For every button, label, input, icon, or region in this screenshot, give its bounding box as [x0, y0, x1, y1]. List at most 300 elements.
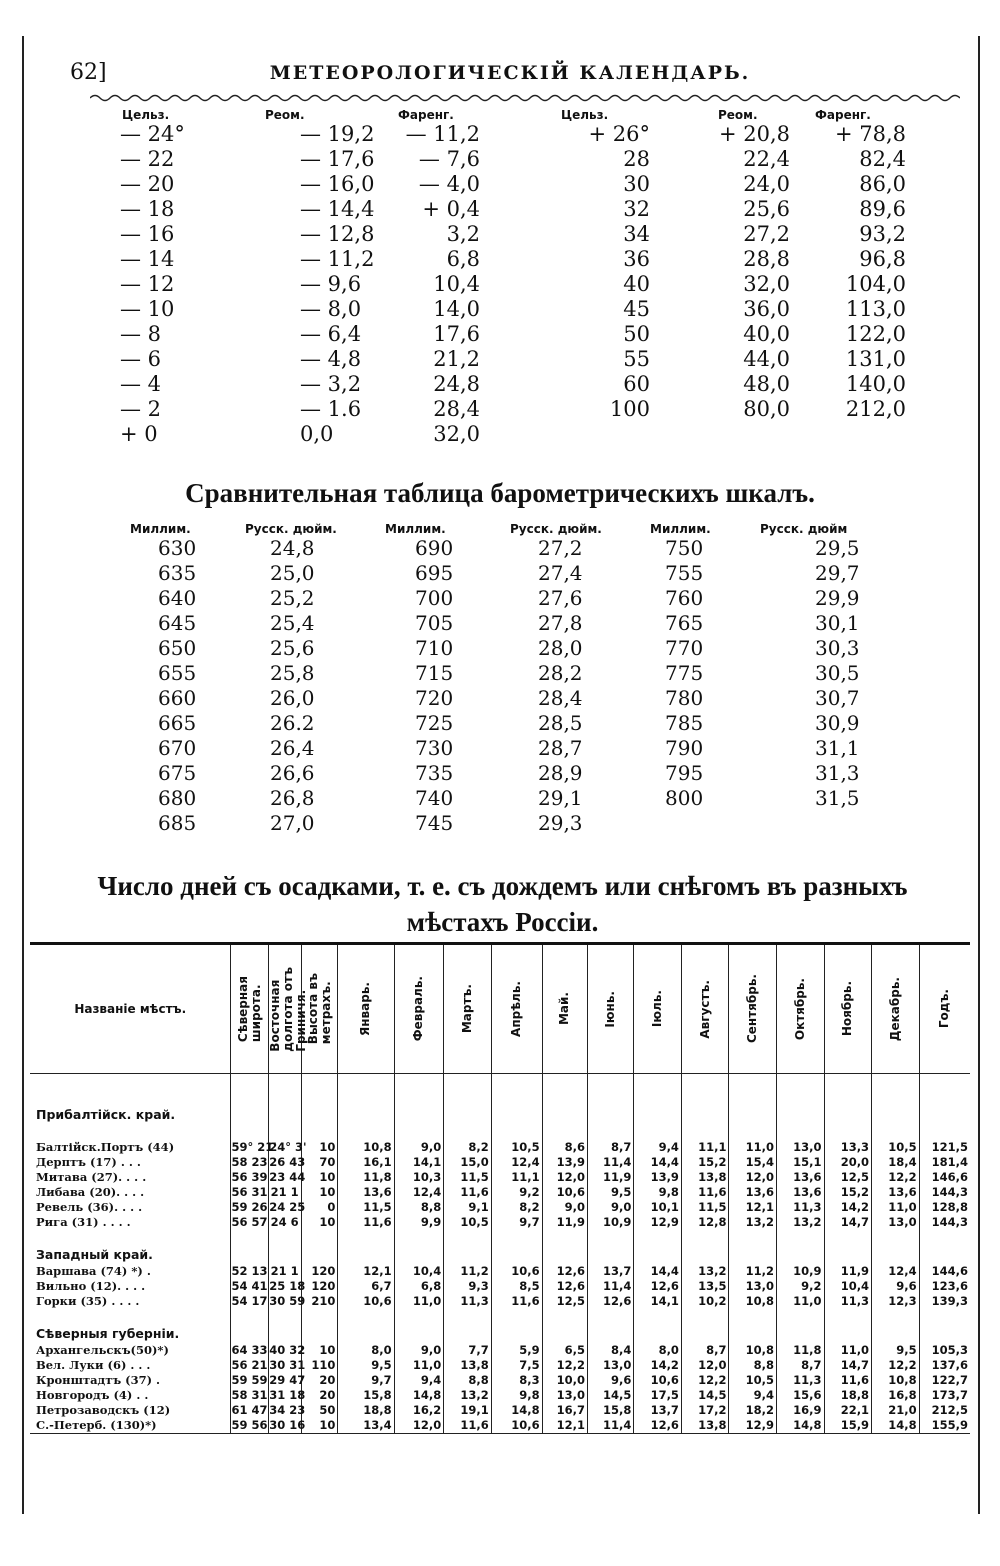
empty-cell [919, 1309, 970, 1343]
left-border-rule [22, 36, 24, 1514]
table-cell: 10,4 [394, 1264, 444, 1279]
barometer-cell: 640 [158, 586, 197, 610]
barometer-cell [650, 811, 760, 836]
table-cell: 9,8 [634, 1185, 682, 1200]
table-cell: 12,5 [824, 1170, 872, 1185]
table-cell: 19,1 [444, 1403, 492, 1418]
table-cell: 14,5 [587, 1388, 633, 1403]
empty-cell [777, 1309, 825, 1343]
place-name: Митава (27). . . . [36, 1170, 147, 1184]
barometer-cell: 800 [665, 786, 704, 810]
spacer-cell [444, 1124, 492, 1140]
table-cell: 11,0 [872, 1200, 920, 1215]
table-row [30, 1388, 970, 1403]
table-cell: 12,4 [491, 1155, 542, 1170]
table-cell: 173,7 [919, 1388, 970, 1403]
table-cell: 9,6 [872, 1279, 920, 1294]
table-cell: 155,9 [919, 1418, 970, 1434]
barometer-row [130, 811, 910, 836]
barometer-cell: 770 [665, 636, 704, 660]
temperature-row [100, 122, 920, 147]
table-cell: 6,7 [338, 1279, 394, 1294]
table-cell: 10,4 [824, 1279, 872, 1294]
table-cell: 12,6 [542, 1264, 587, 1279]
table-cell: 10,6 [491, 1264, 542, 1279]
table-cell: 12,3 [872, 1294, 920, 1309]
barometer-table-title: Сравнительная таблица барометрическихъ шкалъ. [185, 478, 815, 508]
table-cell: 14,4 [634, 1155, 682, 1170]
temperature-row [100, 147, 920, 172]
table-row [30, 1264, 970, 1279]
temperature-cell [660, 422, 810, 447]
table-cell: 0 [301, 1200, 338, 1215]
temperature-cell: 93,2 [859, 222, 906, 246]
table-cell: 120 [301, 1264, 338, 1279]
temperature-row [100, 172, 920, 197]
table-cell: 11,0 [729, 1140, 777, 1155]
table-cell: 11,1 [681, 1140, 729, 1155]
table-cell: 13,8 [681, 1418, 729, 1434]
empty-cell [824, 1230, 872, 1264]
barometer-row [130, 611, 910, 636]
table-cell: 13,2 [777, 1215, 825, 1230]
column-header-label: Сѣверная широта. [235, 975, 263, 1043]
empty-cell [872, 1090, 920, 1124]
spacer-cell [30, 1074, 231, 1091]
temperature-cell: 212,0 [845, 397, 906, 421]
barometer-cell: 775 [665, 661, 704, 685]
header-place-name: Названіе мѣстъ. [30, 944, 231, 1074]
empty-cell [681, 1090, 729, 1124]
table-cell: 12,4 [872, 1264, 920, 1279]
spacer-cell [269, 1074, 301, 1091]
column-header [777, 944, 825, 1074]
barometer-row [130, 786, 910, 811]
table-cell: 10,5 [491, 1140, 542, 1155]
header-russian-inches-3: Русск. дюйм [760, 522, 848, 536]
temperature-cell: 36,0 [743, 297, 790, 321]
temperature-cell: 82,4 [859, 147, 906, 171]
barometer-cell: 710 [415, 636, 454, 660]
barometer-cell: 795 [665, 761, 704, 785]
empty-cell [394, 1230, 444, 1264]
table-row [30, 1140, 970, 1155]
barometer-cell: 760 [665, 586, 704, 610]
place-name: Варшава (74) *) . [36, 1264, 151, 1278]
table-cell: 22,1 [824, 1403, 872, 1418]
spacer-row [30, 1074, 970, 1091]
temperature-cell: — 6 [120, 347, 162, 371]
table-cell: 9,5 [338, 1358, 394, 1373]
barometer-cell: 740 [415, 786, 454, 810]
table-cell: 11,8 [777, 1343, 825, 1358]
table-cell: 14,2 [634, 1358, 682, 1373]
table-cell: 11,1 [491, 1170, 542, 1185]
empty-cell [444, 1309, 492, 1343]
temperature-row [100, 222, 920, 247]
temperature-table-header [100, 108, 920, 122]
temperature-cell: 50 [623, 322, 650, 346]
empty-cell [301, 1230, 338, 1264]
barometer-cell: 635 [158, 561, 197, 585]
table-cell: 11,4 [587, 1279, 633, 1294]
empty-cell [542, 1309, 587, 1343]
column-header-label: Восточная долгота отъ Гриничя. [268, 966, 309, 1052]
barometer-cell: 31,5 [815, 786, 860, 810]
barometer-cell: 660 [158, 686, 197, 710]
table-cell: 56 31 [231, 1185, 268, 1199]
table-cell: 9,5 [587, 1185, 633, 1200]
place-name: Вел. Луки (6) . . . [36, 1358, 151, 1372]
table-cell: 144,3 [919, 1215, 970, 1230]
table-cell: 11,0 [824, 1343, 872, 1358]
place-name: Дерптъ (17) . . . [36, 1155, 141, 1169]
table-cell: 9,0 [587, 1200, 633, 1215]
place-name: Кронштадтъ (37) . [36, 1373, 161, 1387]
barometer-row [130, 686, 910, 711]
table-cell: 12,2 [681, 1373, 729, 1388]
temperature-cell: + 0 [120, 422, 158, 446]
spacer-cell [587, 1074, 633, 1091]
column-header-label: Ноябрь. [840, 981, 855, 1037]
table-cell: 9,7 [338, 1373, 394, 1388]
table-cell: 13,0 [587, 1358, 633, 1373]
table-cell: 9,7 [491, 1215, 542, 1230]
barometer-cell: 790 [665, 736, 704, 760]
table-cell: 8,3 [491, 1373, 542, 1388]
empty-cell [872, 1230, 920, 1264]
table-cell: 139,3 [919, 1294, 970, 1309]
temperature-cell: 45 [623, 297, 650, 321]
empty-cell [872, 1309, 920, 1343]
page-number: 62] [70, 60, 107, 85]
barometer-cell: 785 [665, 711, 704, 735]
table-cell: 105,3 [919, 1343, 970, 1358]
temperature-row [100, 397, 920, 422]
temperature-cell: 89,6 [859, 197, 906, 221]
column-header-label: Высота въ метрахъ. [305, 973, 333, 1045]
temperature-cell: — 10 [120, 297, 175, 321]
table-cell: 11,5 [338, 1200, 394, 1215]
table-cell: 14,8 [491, 1403, 542, 1418]
table-cell: 14,8 [777, 1418, 825, 1434]
table-cell: 5,9 [491, 1343, 542, 1358]
table-cell: 15,0 [444, 1155, 492, 1170]
table-cell: 14,2 [824, 1200, 872, 1215]
spacer-cell [919, 1124, 970, 1140]
empty-cell [824, 1090, 872, 1124]
table-cell: 144,3 [919, 1185, 970, 1200]
table-cell: 8,0 [634, 1343, 682, 1358]
table-cell: 14,7 [824, 1358, 872, 1373]
temperature-row [100, 247, 920, 272]
barometer-cell: 730 [415, 736, 454, 760]
spacer-cell [542, 1074, 587, 1091]
table-cell: 24 25 [269, 1200, 306, 1214]
table-cell: 54 17 [231, 1294, 268, 1308]
barometer-table-header [130, 522, 910, 536]
spacer-cell [542, 1124, 587, 1140]
table-cell: 15,8 [587, 1403, 633, 1418]
table-cell: 11,2 [444, 1264, 492, 1279]
temperature-cell: 0,0 [300, 422, 334, 446]
table-cell: 13,0 [777, 1140, 825, 1155]
empty-cell [542, 1230, 587, 1264]
spacer-cell [338, 1124, 394, 1140]
header-russian-inches-1: Русск. дюйм. [245, 522, 337, 536]
column-header [394, 944, 444, 1074]
precipitation-table-title [30, 868, 975, 940]
column-header-label: Сентябрь. [745, 974, 760, 1044]
column-header [681, 944, 729, 1074]
table-cell: 8,8 [394, 1200, 444, 1215]
table-cell: 9,4 [729, 1388, 777, 1403]
table-cell: 11,3 [777, 1200, 825, 1215]
running-title: МЕТЕОРОЛОГИЧЕСКІЙ КАЛЕНДАРЬ. [269, 62, 751, 84]
table-cell: 10,5 [729, 1373, 777, 1388]
table-cell: 8,7 [777, 1358, 825, 1373]
barometer-cell: 685 [158, 811, 197, 835]
barometer-row [130, 586, 910, 611]
barometer-row [130, 736, 910, 761]
table-cell: 10 [301, 1140, 338, 1155]
table-cell: 9,0 [394, 1140, 444, 1155]
temperature-cell: — 7,6 [418, 147, 480, 171]
barometer-cell: 25,8 [270, 661, 315, 685]
table-row [30, 1215, 970, 1230]
barometer-cell: 26,4 [270, 736, 315, 760]
barometer-cell: 26.2 [270, 711, 315, 735]
header-millimeters-1: Миллим. [130, 522, 191, 536]
table-cell: 59 59 [231, 1373, 268, 1387]
temperature-cell: — 14,4 [300, 197, 375, 221]
barometer-cell: 665 [158, 711, 197, 735]
table-cell: 64 33 [231, 1343, 268, 1357]
temperature-cell: 10,4 [433, 272, 480, 296]
table-cell: 11,0 [394, 1358, 444, 1373]
table-cell: 11,3 [777, 1373, 825, 1388]
temperature-cell: 55 [623, 347, 650, 371]
barometer-cell: 28,5 [538, 711, 583, 735]
spacer-cell [394, 1074, 444, 1091]
table-cell: 10 [301, 1215, 338, 1230]
barometer-cell: 700 [415, 586, 454, 610]
table-cell: 17,2 [681, 1403, 729, 1418]
table-cell: 30 16 [269, 1418, 306, 1432]
temperature-cell: — 18 [120, 197, 175, 221]
empty-cell [729, 1230, 777, 1264]
spacer-cell [491, 1124, 542, 1140]
table-cell: 10,9 [777, 1264, 825, 1279]
spacer-cell [681, 1074, 729, 1091]
barometer-cell: 750 [665, 536, 704, 560]
table-cell: 146,6 [919, 1170, 970, 1185]
spacer-cell [301, 1124, 338, 1140]
temperature-cell: — 4 [120, 372, 162, 396]
table-cell: 30 59 [269, 1294, 306, 1308]
table-cell: 10,6 [634, 1373, 682, 1388]
barometer-cell: 31,1 [815, 736, 860, 760]
temperature-cell: 6,8 [446, 247, 480, 271]
table-cell: 21 1 [269, 1185, 301, 1200]
temperature-cell: — 16,0 [300, 172, 375, 196]
empty-cell [824, 1309, 872, 1343]
place-name: Новгородъ (4) . . [36, 1388, 149, 1402]
table-cell: 9,6 [587, 1373, 633, 1388]
empty-cell [301, 1309, 338, 1343]
table-cell: 11,9 [587, 1170, 633, 1185]
table-cell: 10,0 [542, 1373, 587, 1388]
table-row [30, 1170, 970, 1185]
table-cell: 11,6 [491, 1294, 542, 1309]
table-cell: 110 [301, 1358, 338, 1373]
table-cell: 13,2 [444, 1388, 492, 1403]
table-cell: 122,7 [919, 1373, 970, 1388]
table-cell: 56 39 [231, 1170, 268, 1184]
column-header [542, 944, 587, 1074]
barometer-cell: 28,2 [538, 661, 583, 685]
temperature-cell: — 14 [120, 247, 175, 271]
table-cell: 8,8 [729, 1358, 777, 1373]
table-cell: 11,2 [729, 1264, 777, 1279]
temperature-cell: 3,2 [446, 222, 480, 246]
barometer-cell: 29,7 [815, 561, 860, 585]
column-header-label: Апрѣль. [509, 981, 524, 1037]
table-cell: 14,5 [681, 1388, 729, 1403]
table-cell: 13,6 [338, 1185, 394, 1200]
table-cell: 210 [301, 1294, 338, 1309]
temperature-cell: — 19,2 [300, 122, 375, 146]
spacer-cell [587, 1124, 633, 1140]
barometer-cell: 27,6 [538, 586, 583, 610]
table-cell: 13,0 [542, 1388, 587, 1403]
table-cell: 7,5 [491, 1358, 542, 1373]
column-header [634, 944, 682, 1074]
temperature-row [100, 347, 920, 372]
table-cell: 8,2 [491, 1200, 542, 1215]
empty-cell [587, 1090, 633, 1124]
barometer-cell: 630 [158, 536, 197, 560]
barometer-row [130, 761, 910, 786]
table-row [30, 1279, 970, 1294]
empty-cell [587, 1230, 633, 1264]
barometer-cell: 715 [415, 661, 454, 685]
barometer-cell: 30,3 [815, 636, 860, 660]
table-cell: 14,1 [394, 1155, 444, 1170]
region-group-row [30, 1309, 970, 1343]
table-cell: 9,4 [634, 1140, 682, 1155]
table-cell: 11,6 [444, 1418, 492, 1434]
table-cell: 14,1 [634, 1294, 682, 1309]
empty-cell [634, 1309, 682, 1343]
precipitation-table-header [30, 944, 970, 1074]
empty-cell [634, 1090, 682, 1124]
temperature-cell: 28,8 [743, 247, 790, 271]
temperature-conversion-table [100, 108, 920, 447]
temperature-cell: — 17,6 [300, 147, 375, 171]
barometer-cell: 30,5 [815, 661, 860, 685]
table-row [30, 1294, 970, 1309]
temperature-cell: + 20,8 [718, 122, 790, 146]
column-header-label: Августъ. [697, 979, 712, 1039]
table-cell: 20,0 [824, 1155, 872, 1170]
table-cell: 59 26 [231, 1200, 268, 1214]
table-cell: 12,1 [338, 1264, 394, 1279]
barometer-cell: 675 [158, 761, 197, 785]
temperature-cell: 36 [623, 247, 650, 271]
temperature-cell: 32 [623, 197, 650, 221]
place-name: Балтійск.Портъ (44) [36, 1140, 175, 1154]
barometer-cell: 29,1 [538, 786, 583, 810]
barometer-conversion-table [130, 522, 910, 836]
spacer-cell [729, 1124, 777, 1140]
table-cell: 6,5 [542, 1343, 587, 1358]
barometer-cell: 29,5 [815, 536, 860, 560]
right-border-rule [978, 36, 980, 1514]
table-cell: 121,5 [919, 1140, 970, 1155]
table-cell: 13,0 [872, 1215, 920, 1230]
region-group-heading: Сѣверныя губерніи. [36, 1326, 180, 1341]
table-cell: 10,2 [681, 1294, 729, 1309]
table-cell: 13,0 [729, 1279, 777, 1294]
region-group-row [30, 1230, 970, 1264]
table-cell: 25 18 [269, 1279, 306, 1293]
table-cell: 13,2 [681, 1264, 729, 1279]
temperature-cell: 30 [623, 172, 650, 196]
table-cell: 12,8 [681, 1215, 729, 1230]
table-cell: 13,5 [681, 1279, 729, 1294]
header-celsius-1: Цельз. [122, 108, 170, 122]
table-cell: 9,2 [491, 1185, 542, 1200]
temperature-cell: — 9,6 [300, 272, 362, 296]
temperature-cell: 32,0 [743, 272, 790, 296]
table-cell: 13,3 [824, 1140, 872, 1155]
table-cell: 11,5 [444, 1170, 492, 1185]
barometer-cell: 680 [158, 786, 197, 810]
table-cell: 12,6 [634, 1279, 682, 1294]
barometer-row [130, 711, 910, 736]
table-cell: 52 13 [231, 1264, 268, 1278]
table-cell: 21,0 [872, 1403, 920, 1418]
table-row [30, 1358, 970, 1373]
barometer-cell: 25,4 [270, 611, 315, 635]
temperature-cell: 40,0 [743, 322, 790, 346]
temperature-cell: — 4,8 [300, 347, 362, 371]
temperature-cell: 34 [623, 222, 650, 246]
spacer-cell [872, 1124, 920, 1140]
table-cell: 9,9 [394, 1215, 444, 1230]
table-cell: 11,3 [824, 1294, 872, 1309]
empty-cell [729, 1090, 777, 1124]
table-cell: 24 6 [269, 1215, 301, 1230]
barometer-cell: 720 [415, 686, 454, 710]
table-cell: 12,9 [729, 1418, 777, 1434]
column-header-label: Октябрь. [792, 977, 807, 1041]
place-name: Вильно (12). . . . [36, 1279, 146, 1293]
empty-cell [681, 1309, 729, 1343]
table-cell: 12,5 [542, 1294, 587, 1309]
table-cell: 9,1 [444, 1200, 492, 1215]
barometer-cell: 735 [415, 761, 454, 785]
barometer-cell: 31,3 [815, 761, 860, 785]
table-cell: 8,6 [542, 1140, 587, 1155]
table-cell: 13,9 [542, 1155, 587, 1170]
temperature-row [100, 372, 920, 397]
barometer-row [130, 661, 910, 686]
barometer-cell: 27,0 [270, 811, 315, 835]
spacer-cell [634, 1124, 682, 1140]
barometer-cell: 725 [415, 711, 454, 735]
